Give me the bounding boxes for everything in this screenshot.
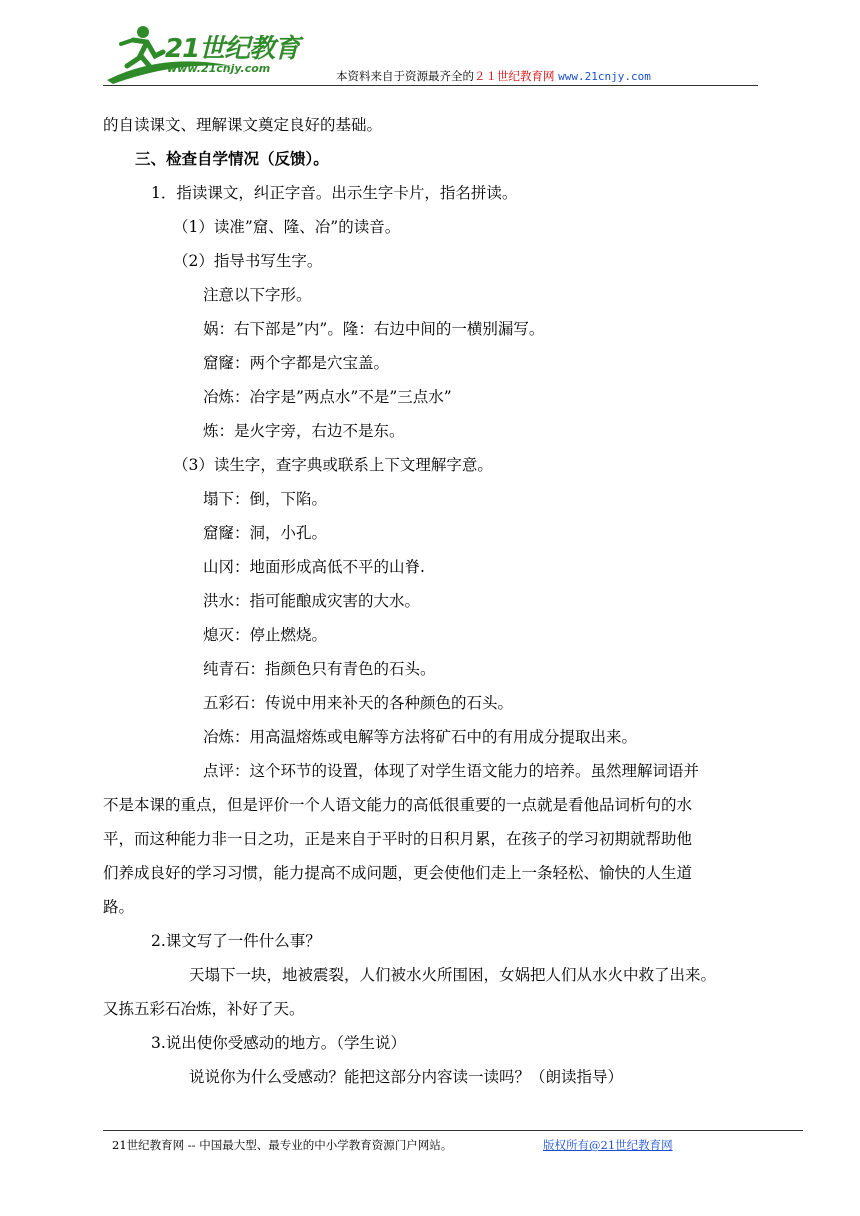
site-logo[interactable] [103, 22, 313, 86]
page-footer [112, 1137, 673, 1153]
logo-text: 21世纪教育 [165, 34, 300, 64]
text-line: 注意以下字形。 [203, 286, 312, 304]
page-header [103, 22, 758, 86]
header-divider [103, 85, 758, 86]
text-line: 五彩石：传说中用来补天的各种颜色的石头。 [203, 694, 514, 712]
text-line: 窟窿：两个字都是穴宝盖。 [203, 354, 390, 372]
copyright-link[interactable]: 版权所有@21世纪教育网 [543, 1138, 673, 1152]
text-line: （2）指导书写生字。 [173, 252, 323, 270]
text-line: 路。 [103, 898, 135, 916]
tagline-url[interactable]: www.21cnjy.com [558, 70, 651, 83]
text-line: 熄灭：停止燃烧。 [203, 626, 328, 644]
text-line: （1）读准”窟、隆、冶”的读音。 [173, 218, 401, 236]
footer-text: 21世纪教育网 -- 中国最大型、最专业的中小学教育资源门户网站。 [112, 1138, 453, 1152]
document-body [103, 108, 763, 1094]
footer-divider [103, 1130, 803, 1131]
text-line: 山冈：地面形成高低不平的山脊. [203, 558, 425, 576]
text-line: 们养成良好的学习习惯，能力提高不成问题，更会使他们走上一条轻松、愉快的人生道 [103, 864, 693, 882]
header-tagline [336, 68, 651, 84]
text-line: 冶炼：冶字是”两点水”不是”三点水” [203, 388, 452, 406]
section-heading: 三、检查自学情况（反馈）。 [135, 149, 329, 168]
text-line: 的自读课文、理解课文奠定良好的基础。 [103, 116, 383, 134]
text-line: 不是本课的重点，但是评价一个人语文能力的高低很重要的一点就是看他品词析句的水 [103, 796, 693, 814]
logo-url: www.21cnjy.com [167, 62, 271, 75]
text-line: 又拣五彩石冶炼，补好了天。 [103, 1000, 305, 1018]
text-line: （3）读生字，查字典或联系上下文理解字意。 [173, 456, 493, 474]
text-line: 点评：这个环节的设置，体现了对学生语文能力的培养。虽然理解词语并 [203, 762, 700, 780]
text-line: 2.课文写了一件什么事？ [151, 932, 321, 950]
text-line: 冶炼：用高温熔炼或电解等方法将矿石中的有用成分提取出来。 [203, 728, 638, 746]
text-line: 纯青石：指颜色只有青色的石头。 [203, 660, 436, 678]
tagline-site[interactable]: ２１世纪教育网 [474, 69, 555, 83]
text-line: 3.说出使你受感动的地方。（学生说） [151, 1034, 407, 1052]
text-line: 窟窿：洞，小孔。 [203, 524, 328, 542]
text-line: 塌下：倒，下陷。 [203, 490, 328, 508]
text-line: 娲：右下部是”内”。隆：右边中间的一横别漏写。 [203, 320, 545, 338]
text-line: 说说你为什么受感动？能把这部分内容读一读吗？（朗读指导） [189, 1068, 624, 1086]
text-line: 平，而这种能力非一日之功，正是来自于平时的日积月累，在孩子的学习初期就帮助他 [103, 830, 693, 848]
text-line: 1．指读课文，纠正字音。出示生字卡片，指名拼读。 [151, 184, 518, 202]
tagline-prefix: 本资料来自于资源最齐全的 [336, 69, 474, 83]
text-line: 天塌下一块，地被震裂，人们被水火所围困，女娲把人们从水火中救了出来。 [189, 966, 717, 984]
text-line: 洪水：指可能酿成灾害的大水。 [203, 592, 421, 610]
text-line: 炼：是火字旁，右边不是东。 [203, 422, 405, 440]
